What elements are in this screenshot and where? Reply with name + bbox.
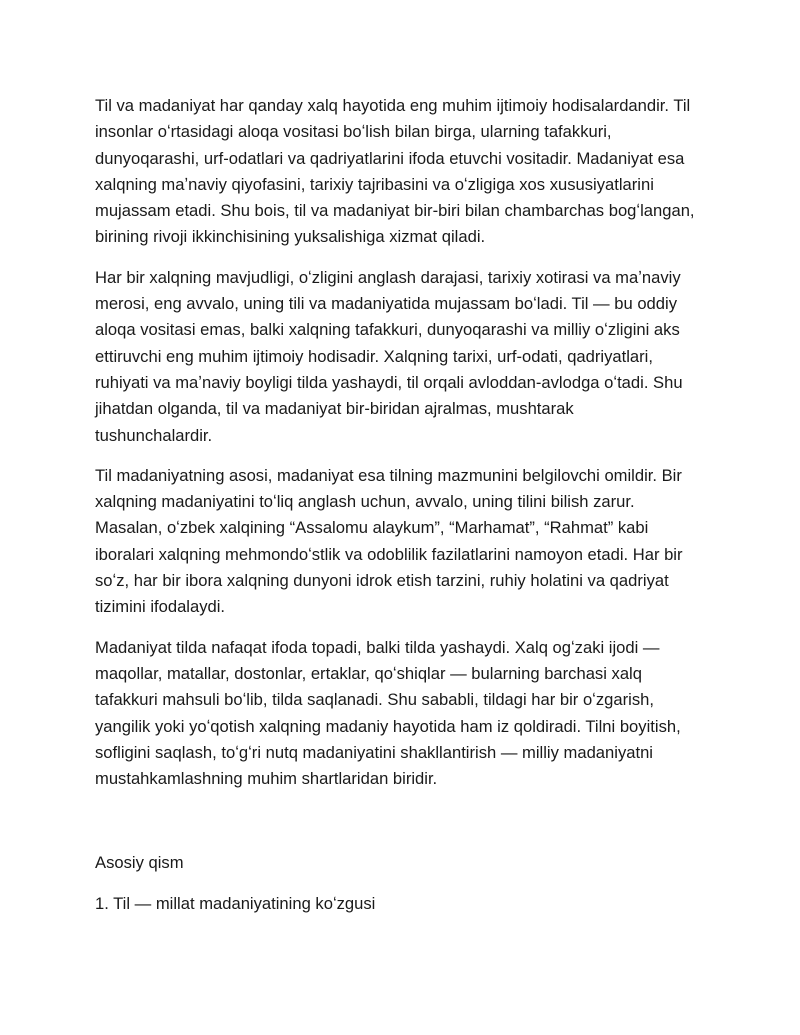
text-line: Til va madaniyat har qanday xalq hayotida eng muhim ijtimoiy hodisalardandir. Til xyxy=(95,96,691,115)
text-line: xalqning madaniyatini toʻliq anglash uchun, avvalo, uning tilini bilish zarur. xyxy=(95,492,635,512)
text-line: tushunchalardir. xyxy=(95,425,213,445)
text-line: mustahkamlashning muhim shartlaridan biridir. xyxy=(95,769,438,789)
paragraph-intro xyxy=(95,93,725,251)
text-line: Masalan, oʻzbek xalqining “Assalomu alaykum”, “Marhamat”, “Rahmat” kabi xyxy=(95,518,649,538)
paragraph-3 xyxy=(95,463,725,621)
text-line: yangilik yoki yoʻqotish xalqning madaniy hayotida ham iz qoldiradi. Tilni boyitish, xyxy=(95,716,681,736)
text-line: maqollar, matallar, dostonlar, ertaklar, qoʻshiqlar — bularning barchasi xalq xyxy=(95,663,642,683)
document-page xyxy=(95,93,725,931)
text-line: merosi, eng avvalo, uning tili va madaniyatida mujassam boʻladi. Til — bu oddiy xyxy=(95,294,677,314)
text-line: tafakkuri mahsuli boʻlib, tilda saqlanadi. Shu sababli, tildagi har bir oʻzgarish, xyxy=(95,690,654,710)
section-spacer xyxy=(95,806,725,850)
text-line: tizimini ifodalaydi. xyxy=(95,597,226,617)
paragraph-2 xyxy=(95,265,725,449)
text-line: jihatdan olganda, til va madaniyat bir-biridan ajralmas, mushtarak xyxy=(95,399,574,419)
text-line: Til madaniyatning asosi, madaniyat esa tilning mazmunini belgilovchi omildir. Bir xyxy=(95,465,682,485)
text-line: Madaniyat tilda nafaqat ifoda topadi, balki tilda yashaydi. Xalq ogʻzaki ijodi — xyxy=(95,637,660,657)
text-line: xalqning maʼnaviy qiyofasini, tarixiy tajribasini va oʻzligiga xos xususiyatlarini xyxy=(95,174,654,194)
text-line: sofligini saqlash, toʻgʻri nutq madaniyatini shakllantirish — milliy madaniyatni xyxy=(95,742,653,762)
text-line: ettiruvchi eng muhim ijtimoiy hodisadir. Xalqning tarixi, urf-odati, qadriyatlari, xyxy=(95,346,653,366)
text-line: soʻz, har bir ibora xalqning dunyoni idrok etish tarzini, ruhiy holatini va qadriyat xyxy=(95,571,669,591)
text-line: insonlar oʻrtasidagi aloqa vositasi boʻlish bilan birga, ularning tafakkuri, xyxy=(95,122,612,142)
text-line: aloqa vositasi emas, balki xalqning tafakkuri, dunyoqarashi va milliy oʻzligini aks xyxy=(95,320,680,340)
text-line: Har bir xalqning mavjudligi, oʻzligini anglash darajasi, tarixiy xotirasi va maʼnaviy xyxy=(95,267,681,287)
text-line: ruhiyati va maʼnaviy boyligi tilda yashaydi, til orqali avloddan-avlodga oʻtadi. Shu xyxy=(95,372,683,392)
text-line: iboralari xalqning mehmondoʻstlik va odoblilik fazilatlarini namoyon etadi. Har bir xyxy=(95,544,683,564)
text-line: mujassam etadi. Shu bois, til va madaniyat bir-biri bilan chambarchas bogʻlangan, xyxy=(95,201,695,221)
section-title: Asosiy qism xyxy=(95,853,184,873)
paragraph-4 xyxy=(95,635,725,793)
text-line: birining rivoji ikkinchisining yuksalishiga xizmat qiladi. xyxy=(95,227,486,247)
text-line: dunyoqarashi, urf-odatlari va qadriyatlarini ifoda etuvchi vositadir. Madaniyat esa xyxy=(95,148,685,168)
subsection-title: 1. Til — millat madaniyatining koʻzgusi xyxy=(95,893,376,913)
